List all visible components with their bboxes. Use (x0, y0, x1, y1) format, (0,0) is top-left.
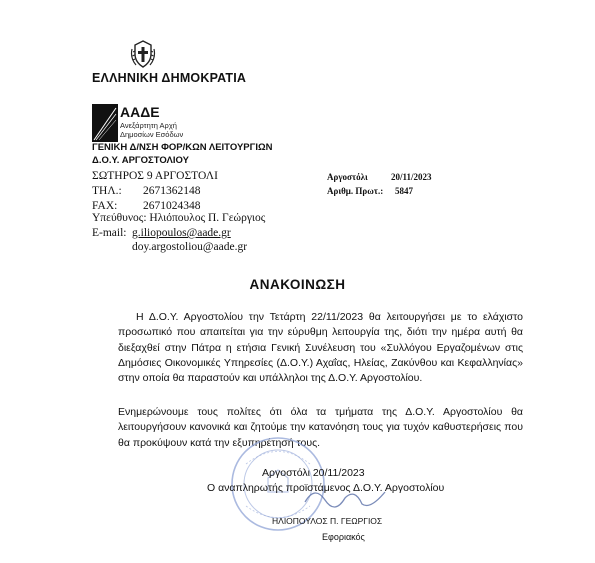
protocol-number: 5847 (395, 186, 413, 196)
address: ΣΩΤΗΡΟΣ 9 ΑΡΓΟΣΤΟΛΙ (92, 170, 218, 182)
logo-subtitle (120, 121, 183, 139)
email-link-personal[interactable]: g.iliopoulos@aade.gr (132, 227, 231, 239)
signature-role: Ο αναπληρωτής προϊστάμενος Δ.Ο.Υ. Αργοστολίου (207, 482, 445, 494)
signatory-position: Εφοριακός (322, 532, 365, 542)
signatory-name: ΗΛΙΟΠΟΥΛΟΣ Π. ΓΕΩΡΓΙΟΣ (272, 516, 383, 526)
responsible-person: Υπεύθυνος: Ηλιόπουλος Π. Γεώργιος (92, 212, 266, 224)
body-paragraph-2: Ενημερώνουμε τους πολίτες ότι όλα τα τμήματα της Δ.Ο.Υ. Αργοστολίου θα λειτουργήσουν κανονικά και ζητούμε την κατανόηση τους για τυχόν καθυστερήσεις που θα προκύψουν κατά την εξυπηρέτησή τους. (118, 406, 523, 449)
announcement-title: ΑΝΑΚΟΙΝΩΣΗ (249, 277, 346, 292)
logo-subtitle-line-2: Δημοσίων Εσόδων (120, 130, 184, 139)
logo-subtitle-line-1: Ανεξάρτητη Αρχή (120, 121, 177, 130)
phone-label: ΤΗΛ.: (92, 185, 122, 197)
general-directorate: ΓΕΝΙΚΗ Δ/ΝΣΗ ΦΟΡ/ΚΩΝ ΛΕΙΤΟΥΡΓΙΩΝ (92, 142, 273, 153)
handwritten-signature-icon (300, 480, 390, 516)
date-place-label: Αργοστόλι (327, 172, 368, 182)
document-date: 20/11/2023 (391, 172, 432, 182)
aade-logo-icon (92, 104, 118, 142)
body-paragraph-1: Η Δ.Ο.Υ. Αργοστολίου την Τετάρτη 22/11/2023 θα λειτουργήσει με το ελάχιστο προσωπικό που απαιτείται για την εύρυθμη λειτουργία της, διότι την ημέρα αυτή θα διεξαχθεί στην Πάτρα η ετήσια Γενική Συνέλευση του «Συλλόγου Εργαζομένων στις Δημόσιες Οικονομικές Υπηρεσίες (Δ.Ο.Υ.) Αχαΐας, Ηλείας, Ζακύνθου και Κεφαλληνίας» στην οποία θα παραστούν και υπάλληλοι της Δ.Ο.Υ. Αργοστολίου. (118, 311, 523, 385)
signature-place-date: Αργοστόλι 20/11/2023 (262, 467, 365, 479)
greek-emblem-icon (130, 40, 156, 70)
email-office: doy.argostoliou@aade.gr (132, 241, 248, 253)
email-label: E-mail: (92, 227, 127, 239)
fax-value: 2671024348 (143, 200, 201, 212)
logo-name: ΑΑΔΕ (120, 104, 160, 120)
protocol-label: Αριθμ. Πρωτ.: (327, 186, 384, 196)
phone-value: 2671362148 (143, 185, 201, 197)
fax-label: FAX: (92, 200, 118, 212)
country-title: ΕΛΛΗΝΙΚΗ ΔΗΜΟΚΡΑΤΙΑ (92, 71, 247, 85)
office-name: Δ.Ο.Υ. ΑΡΓΟΣΤΟΛΙΟΥ (92, 155, 189, 166)
